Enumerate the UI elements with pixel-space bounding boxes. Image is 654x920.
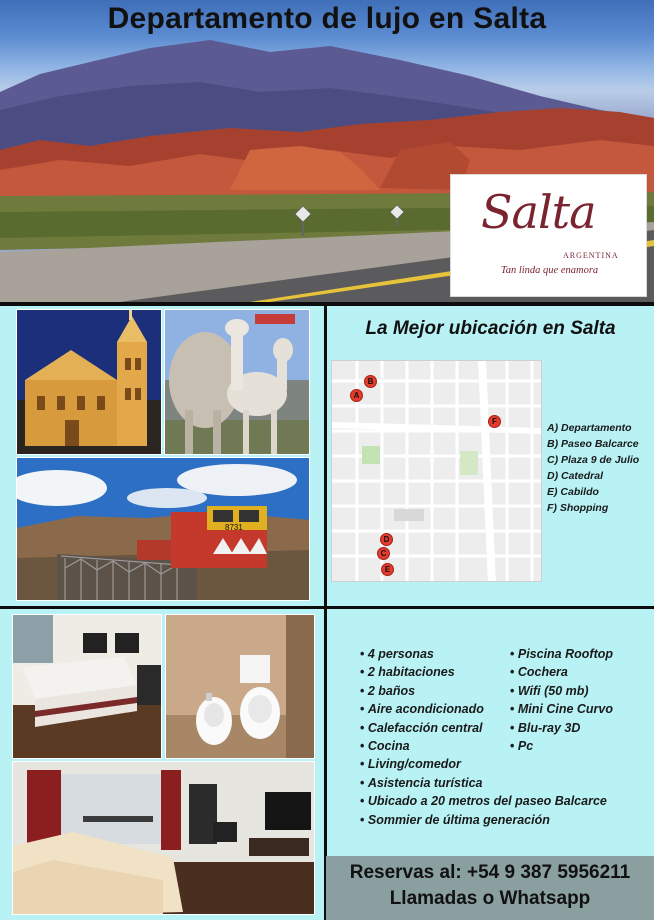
legend-item: E) Cabildo [547, 486, 599, 498]
llamas-photo [164, 309, 310, 455]
train-number: 8731 [225, 523, 243, 532]
amenity-item: • Cochera [510, 663, 613, 681]
legend-item: A) Departamento [547, 422, 632, 434]
amenity-item: • 2 baños [360, 682, 607, 700]
bedroom-photo [12, 614, 162, 759]
legend-item: C) Plaza 9 de Julio [547, 454, 640, 466]
amenity-item: • Asistencia turística [360, 774, 607, 792]
bathroom-photo [165, 614, 315, 759]
amenity-item: • Blu-ray 3D [510, 719, 613, 737]
amenity-item: • Piscina Rooftop [510, 645, 613, 663]
amenity-item: • Ubicado a 20 metros del paseo Balcarce [360, 792, 607, 810]
page-title: Departamento de lujo en Salta [107, 2, 547, 35]
amenity-item: • 2 habitaciones [360, 663, 607, 681]
hero-banner [0, 0, 654, 302]
train-photo [16, 457, 310, 601]
divider-middle [0, 606, 654, 609]
cathedral-photo [16, 309, 162, 455]
amenities-list-right [510, 645, 613, 755]
brand-country: ARGENTINA [563, 251, 619, 260]
legend-item: B) Paseo Balcarce [547, 438, 639, 450]
map-marker-f[interactable]: F [488, 415, 501, 428]
divider-vertical [324, 302, 327, 920]
amenity-item: • 4 personas [360, 645, 607, 663]
amenity-item: • Sommier de última generación [360, 811, 607, 829]
salta-brand-logo [450, 174, 647, 297]
map-marker-c[interactable]: C [377, 547, 390, 560]
map-legend [547, 420, 654, 516]
amenity-item: • Calefacción central [360, 719, 607, 737]
amenity-item: • Aire acondicionado [360, 700, 607, 718]
contact-phone[interactable]: Reservas al: +54 9 387 5956211 [349, 862, 631, 883]
amenity-item: • Wifi (50 mb) [510, 682, 613, 700]
legend-item: D) Catedral [547, 470, 604, 482]
location-title: La Mejor ubicación en Salta [365, 318, 616, 339]
amenity-item: • Pc [510, 737, 613, 755]
brand-script: Salta [481, 185, 596, 239]
amenity-item: • Cocina [360, 737, 607, 755]
amenity-item: • Mini Cine Curvo [510, 700, 613, 718]
contact-subtitle: Llamadas o Whatsapp [389, 888, 591, 909]
location-map[interactable] [331, 360, 542, 582]
divider-top [0, 302, 654, 306]
amenity-item: • Living/comedor [360, 755, 607, 773]
legend-item: F) Shopping [547, 502, 609, 514]
contact-banner [326, 856, 654, 920]
map-marker-d[interactable]: D [380, 533, 393, 546]
map-marker-b[interactable]: B [364, 375, 377, 388]
living-room-photo [12, 761, 315, 915]
map-marker-a[interactable]: A [350, 389, 363, 402]
map-marker-e[interactable]: E [381, 563, 394, 576]
brand-tagline: Tan linda que enamora [500, 265, 599, 276]
